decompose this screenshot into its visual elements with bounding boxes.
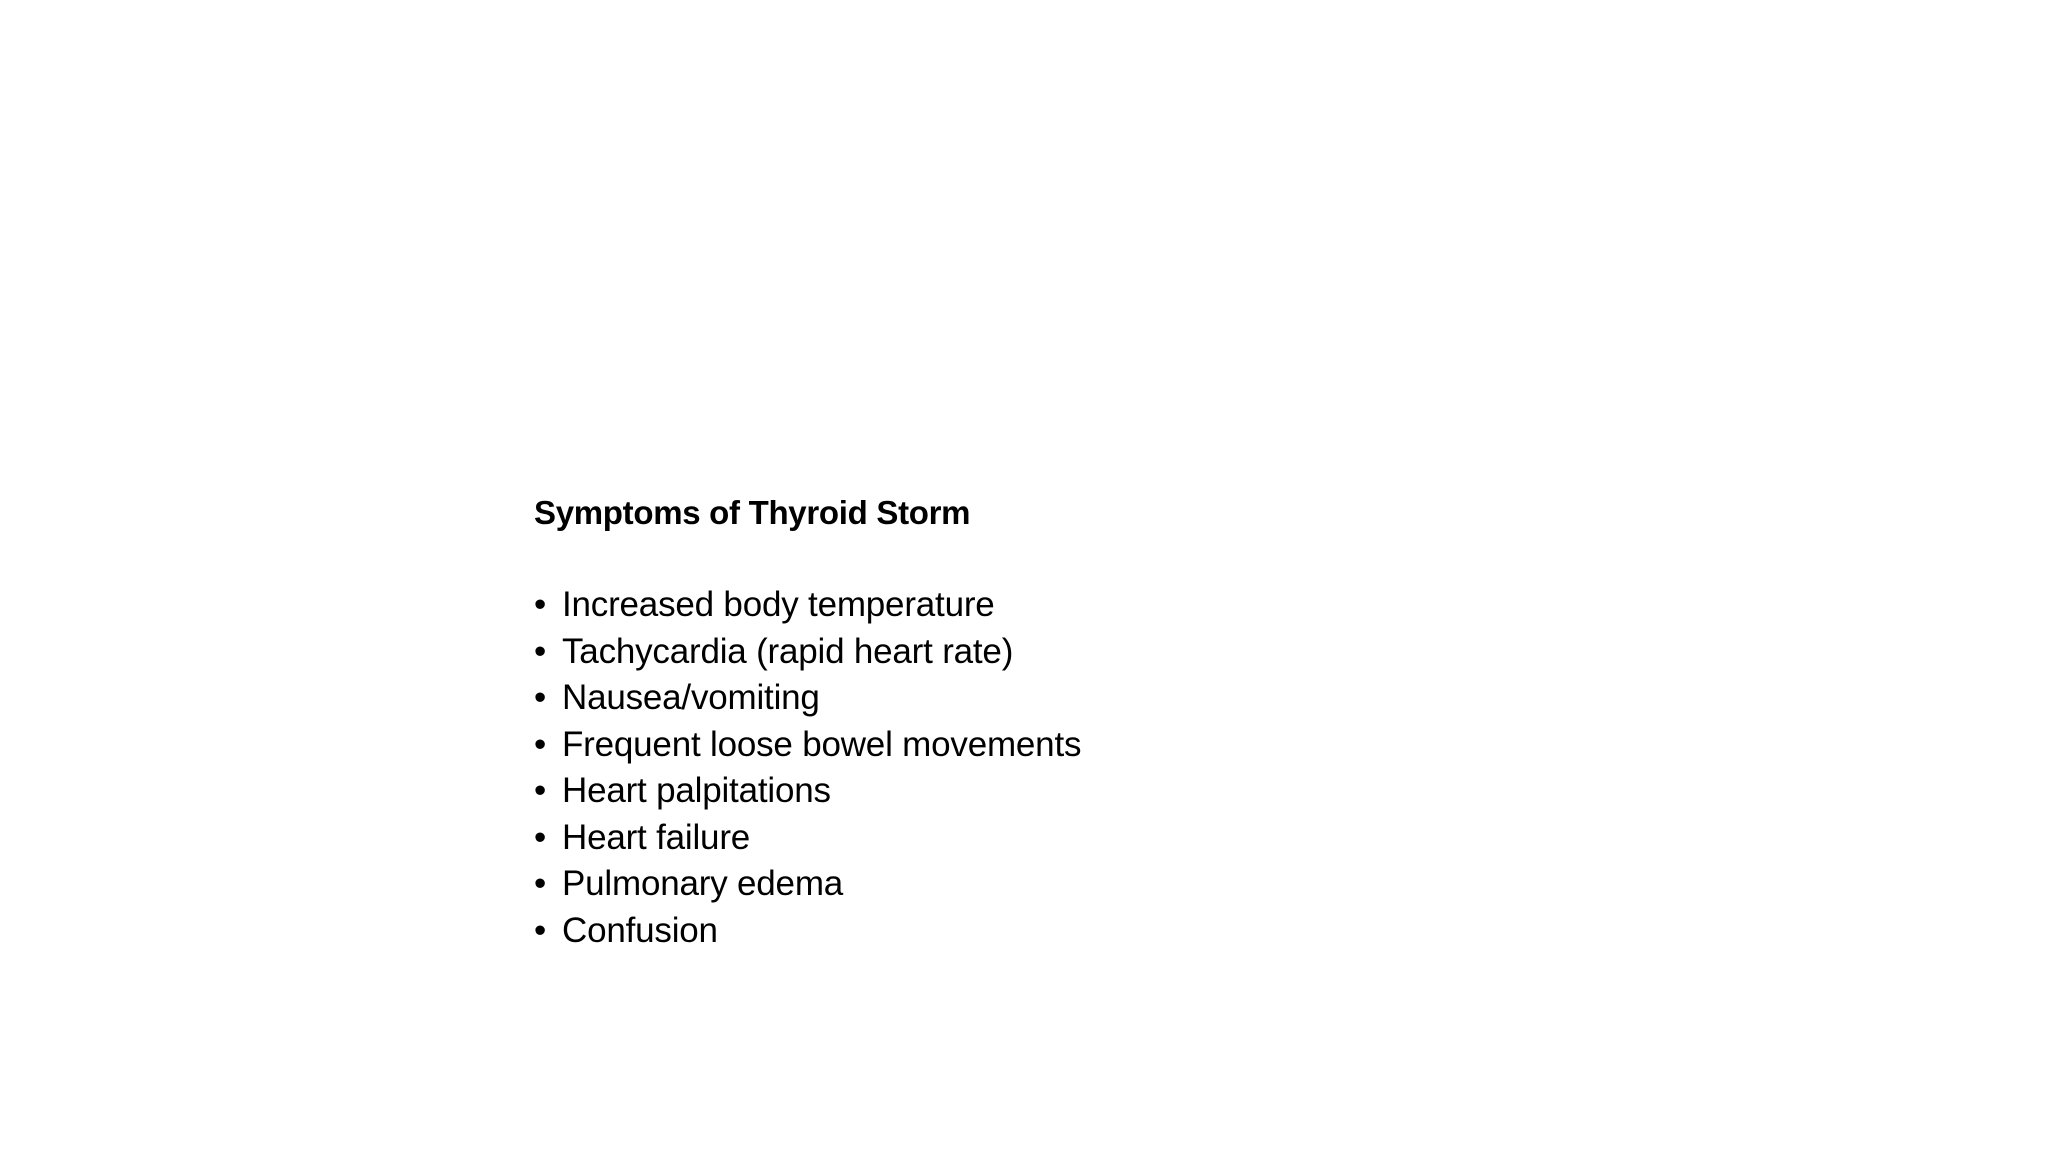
list-item <box>534 815 1434 862</box>
list-item-text: Nausea/vomiting <box>562 678 820 717</box>
list-item <box>534 861 1434 908</box>
list-item <box>534 629 1434 676</box>
bullet-icon: • <box>534 724 547 764</box>
list-item-text: Increased body temperature <box>562 585 995 624</box>
list-item <box>534 675 1434 722</box>
list-item <box>534 768 1434 815</box>
bullet-icon: • <box>534 678 547 717</box>
bullet-icon: • <box>534 771 547 810</box>
list-item-text: Tachycardia (rapid heart rate) <box>562 631 1014 671</box>
list-item <box>534 722 1434 769</box>
list-item-text: Pulmonary edema <box>562 864 844 903</box>
list-item-text: Frequent loose bowel movements <box>562 724 1082 764</box>
list-item <box>534 908 1434 955</box>
symptom-list <box>534 582 1434 954</box>
slide-title: Symptoms of Thyroid Storm <box>534 494 971 531</box>
list-item-text: Heart failure <box>562 817 751 857</box>
bullet-icon: • <box>534 817 547 857</box>
list-item-text: Confusion <box>562 910 718 950</box>
bullet-icon: • <box>534 631 547 671</box>
list-item <box>534 582 1434 629</box>
bullet-icon: • <box>534 864 547 903</box>
list-item-text: Heart palpitations <box>562 771 831 810</box>
bullet-icon: • <box>534 585 547 624</box>
slide-content <box>534 490 1434 954</box>
bullet-icon: • <box>534 910 547 950</box>
